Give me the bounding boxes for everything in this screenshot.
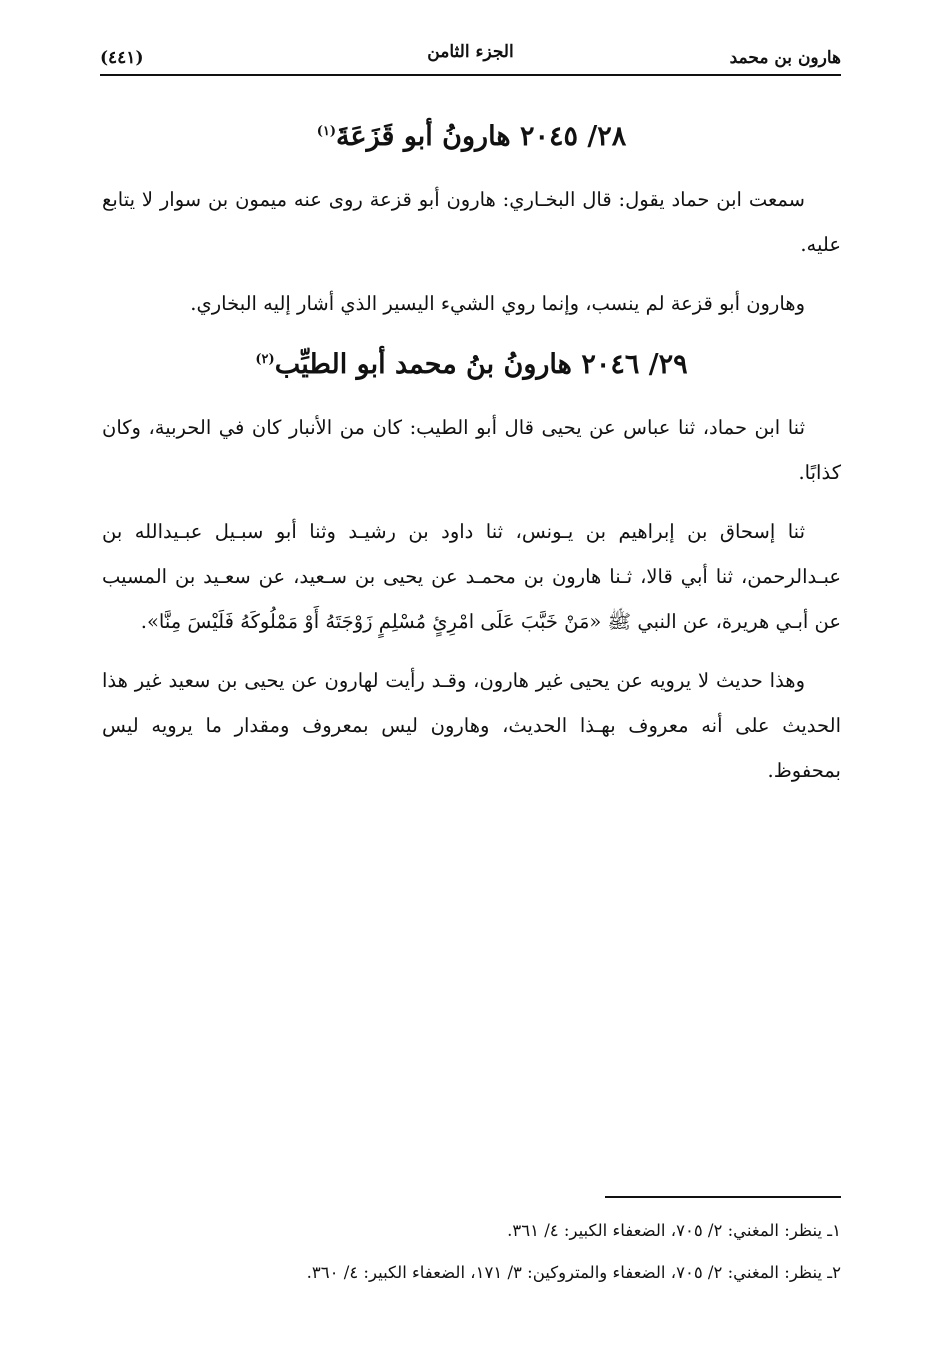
- footnote-divider: [605, 1196, 841, 1198]
- entry-title: [102, 112, 841, 157]
- footnote-1: ١ـ ينظر: المغني: ٢/ ٧٠٥، الضعفاء الكبير: ٤/ ٣٦١.: [507, 1221, 841, 1240]
- part-label: الجزء الثامن: [427, 42, 514, 62]
- paragraph: ثنا ابن حماد، ثنا عباس عن يحيى قال أبو الطيب: كان من الأنبار كان في الحربية، وكان كذابًا.: [102, 416, 841, 484]
- entry-title-text: ٢٨/ ٢٠٤٥ هارونُ أبو قَزَعَةَ: [336, 121, 627, 152]
- entry-2046: [102, 340, 841, 793]
- footnote-ref: (٢): [255, 352, 275, 367]
- paragraph: وهذا حديث لا يرويه عن يحيى غير هارون، وقـد رأيت لهارون عن يحيى بن سعيد غير هذا الحديث على أنه معروف بهـذا الحديث، وهارون ليس بمعروف ومقدار ما يرويه ليس بمحفوظ.: [102, 669, 841, 782]
- entry-2045: [102, 112, 841, 326]
- paragraph: ثنا إسحاق بن إبراهيم بن يـونس، ثنا داود بن رشيـد وثنا أبو سبـيل عبـيدالله بن عبـدالرحمن، ثنا أبي قالا، ثـنا هارون بن محمـد عن يحيى بن سـعيد، عن سعـيد بن المسيب عن أبـي هريرة، عن النبي ﷺ «مَنْ خَبَّبَ عَلَى امْرِئٍ مُسْلِمٍ زَوْجَتَهُ أَوْ مَمْلُوكَهُ فَلَيْسَ مِنَّا».: [102, 520, 841, 633]
- entry-title-text: ٢٩/ ٢٠٤٦ هارونُ بنُ محمد أبو الطيِّب: [274, 349, 688, 380]
- page-header: [100, 40, 841, 76]
- page-content: [102, 98, 841, 807]
- footnotes: [102, 1210, 841, 1294]
- paragraph: سمعت ابن حماد يقول: قال البخـاري: هارون أبو قزعة روى عنه ميمون بن سوار لا يتابع عليه.: [102, 188, 841, 256]
- entry-title: [102, 340, 841, 385]
- page-number: (٤٤١): [100, 48, 144, 68]
- paragraph: وهارون أبو قزعة لم ينسب، وإنما روي الشيء اليسير الذي أشار إليه البخاري.: [190, 292, 805, 315]
- running-title: هارون بن محمد: [729, 48, 841, 68]
- footnote-ref: (١): [316, 124, 337, 139]
- footnote-2: ٢ـ ينظر: المغني: ٢/ ٧٠٥، الضعفاء والمتروكين: ٣/ ١٧١، الضعفاء الكبير: ٤/ ٣٦٠.: [306, 1263, 841, 1282]
